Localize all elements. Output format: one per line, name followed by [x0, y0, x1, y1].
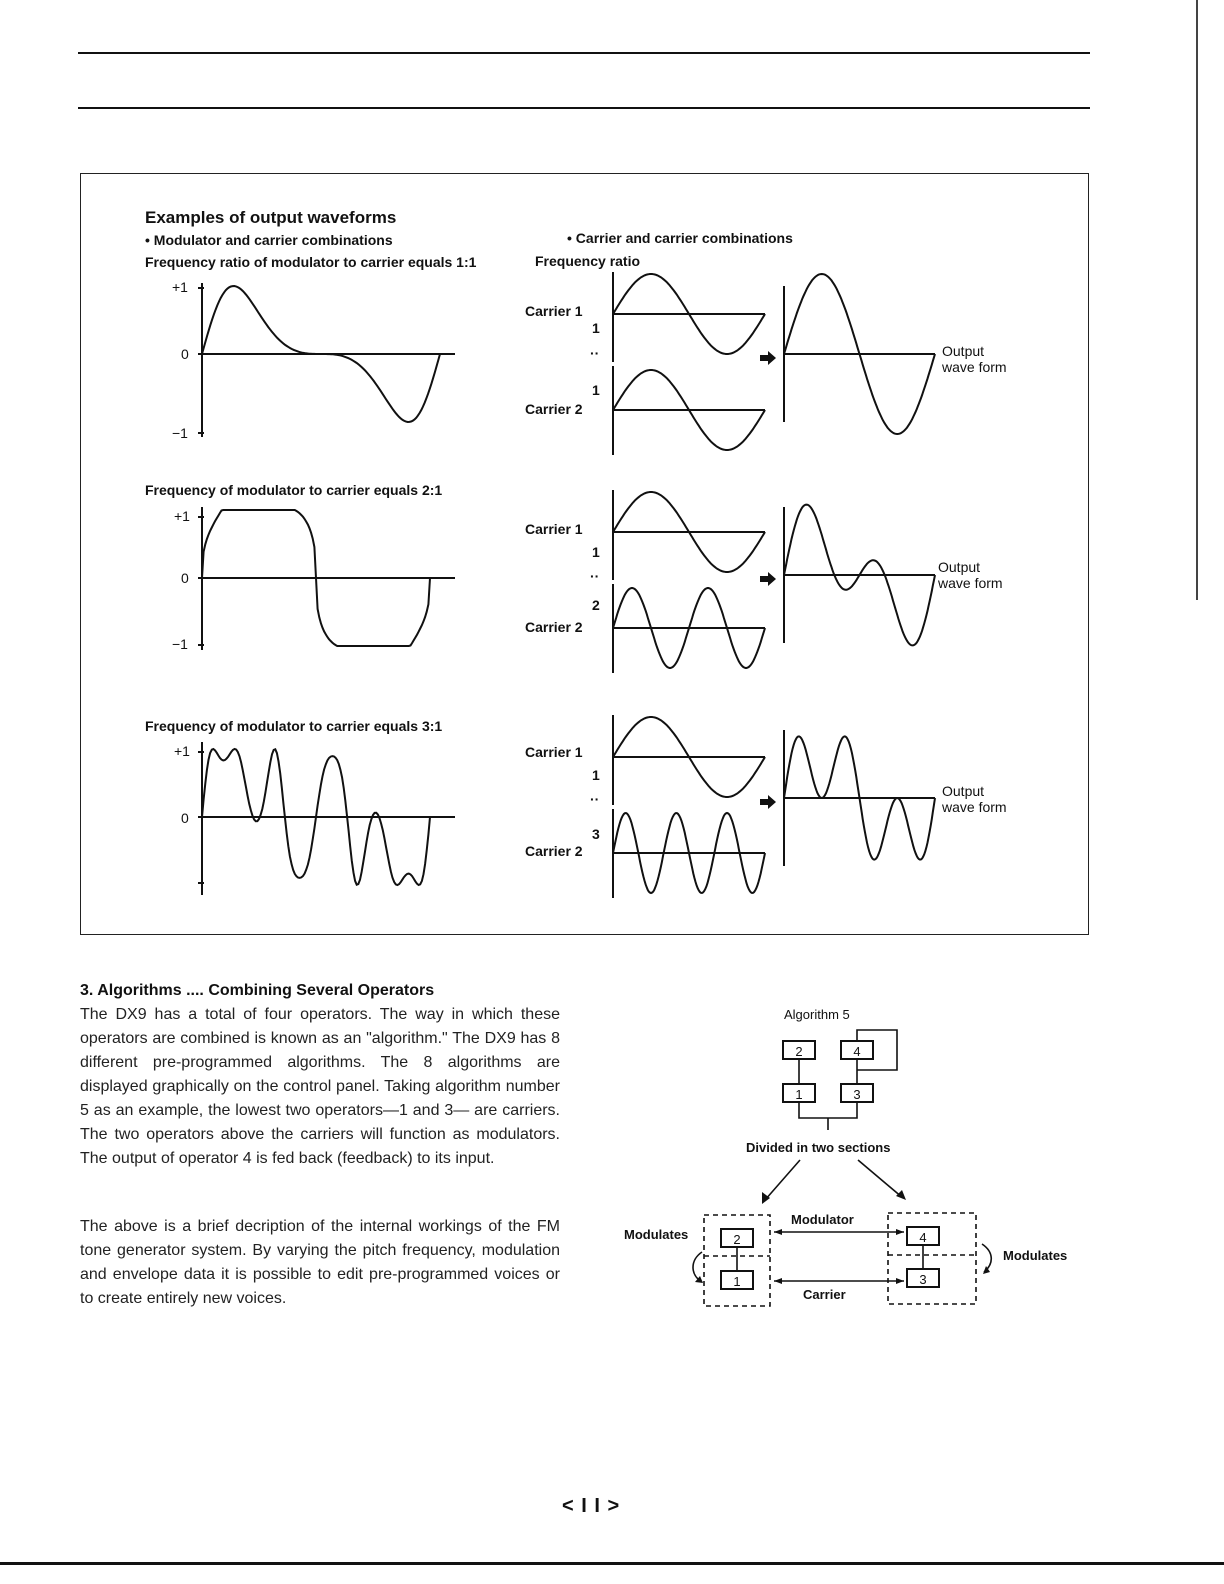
figure-title: Examples of output waveforms — [145, 208, 397, 227]
y-zero-3: 0 — [181, 810, 189, 826]
carrier2-row3: Carrier 2 — [525, 843, 583, 859]
y-plus-2: +1 — [174, 508, 190, 524]
ratio-top-row1: 1 — [592, 320, 600, 336]
y-plus-1: +1 — [172, 279, 188, 295]
ratio-sep-row3: ·· — [590, 791, 600, 807]
ratio-top-row2: 1 — [592, 544, 600, 560]
ratio-bottom-row2: 2 — [592, 597, 600, 613]
section-heading: 3. Algorithms .... Combining Several Operators — [80, 982, 435, 999]
bottom-rule — [0, 1562, 1224, 1565]
left-subtitle: • Modulator and carrier combinations — [145, 232, 393, 248]
output-row1: Output wave form — [942, 343, 1007, 375]
ratio-bottom-row3: 3 — [592, 826, 600, 842]
ratio-label: Frequency ratio — [535, 253, 641, 269]
caption-2-1: Frequency of modulator to carrier equals 2:1 — [145, 482, 443, 498]
algorithm-title: Algorithm 5 — [784, 1007, 850, 1022]
y-zero-2: 0 — [181, 570, 189, 586]
carrier-label: Carrier — [803, 1287, 846, 1302]
modulates-right-label: Modulates — [1003, 1248, 1068, 1263]
carrier1-row2: Carrier 1 — [525, 521, 583, 537]
split-op-box-4: 4 — [906, 1226, 940, 1246]
ratio-bottom-row1: 1 — [592, 382, 600, 398]
split-op-box-1: 1 — [720, 1270, 754, 1290]
carrier1-row3: Carrier 1 — [525, 744, 583, 760]
y-plus-3: +1 — [174, 743, 190, 759]
output-row3: Output wave form — [942, 783, 1007, 815]
carrier1-row1: Carrier 1 — [525, 303, 583, 319]
divided-label: Divided in two sections — [746, 1140, 891, 1155]
modulates-left-label: Modulates — [624, 1227, 689, 1242]
split-op-box-3: 3 — [906, 1268, 940, 1288]
carrier2-row1: Carrier 2 — [525, 401, 583, 417]
op-box-3: 3 — [840, 1083, 874, 1103]
op-box-4: 4 — [840, 1040, 874, 1060]
op-box-1: 1 — [782, 1083, 816, 1103]
caption-1-1: Frequency ratio of modulator to carrier equals 1:1 — [145, 254, 477, 270]
caption-3-1: Frequency of modulator to carrier equals 3:1 — [145, 718, 443, 734]
page-number: < I I > — [562, 1495, 621, 1517]
paragraph-2: The above is a brief decription of the internal workings of the FM tone generator system. By varying the pitch frequency, modulation and envelope data it is possible to edit pre-programmed voices or to create entirely new voices. — [80, 1218, 560, 1307]
output-row2: Output wave form — [938, 559, 1003, 591]
op-box-2: 2 — [782, 1040, 816, 1060]
y-minus-2: −1 — [172, 636, 188, 652]
ratio-sep-row1: ·· — [590, 345, 600, 361]
paragraph-1: The DX9 has a total of four operators. The way in which these operators are combined is known as an "algorithm." The DX9 has 8 different pre-programmed algorithms. The 8 algorithms are displayed graphically on the control panel. Taking algorithm number 5 as an example, the lowest two operators—1 and 3— are carriers. The two operators above the carriers will function as modulators. The output of operator 4 is fed back (feedback) to its input. — [80, 1006, 560, 1167]
y-minus-1: −1 — [172, 425, 188, 441]
ratio-top-row3: 1 — [592, 767, 600, 783]
carrier2-row2: Carrier 2 — [525, 619, 583, 635]
ratio-sep-row2: ·· — [590, 568, 600, 584]
right-subtitle: • Carrier and carrier combinations — [567, 230, 793, 246]
modulator-label: Modulator — [791, 1212, 854, 1227]
y-zero-1: 0 — [181, 346, 189, 362]
split-op-box-2: 2 — [720, 1228, 754, 1248]
